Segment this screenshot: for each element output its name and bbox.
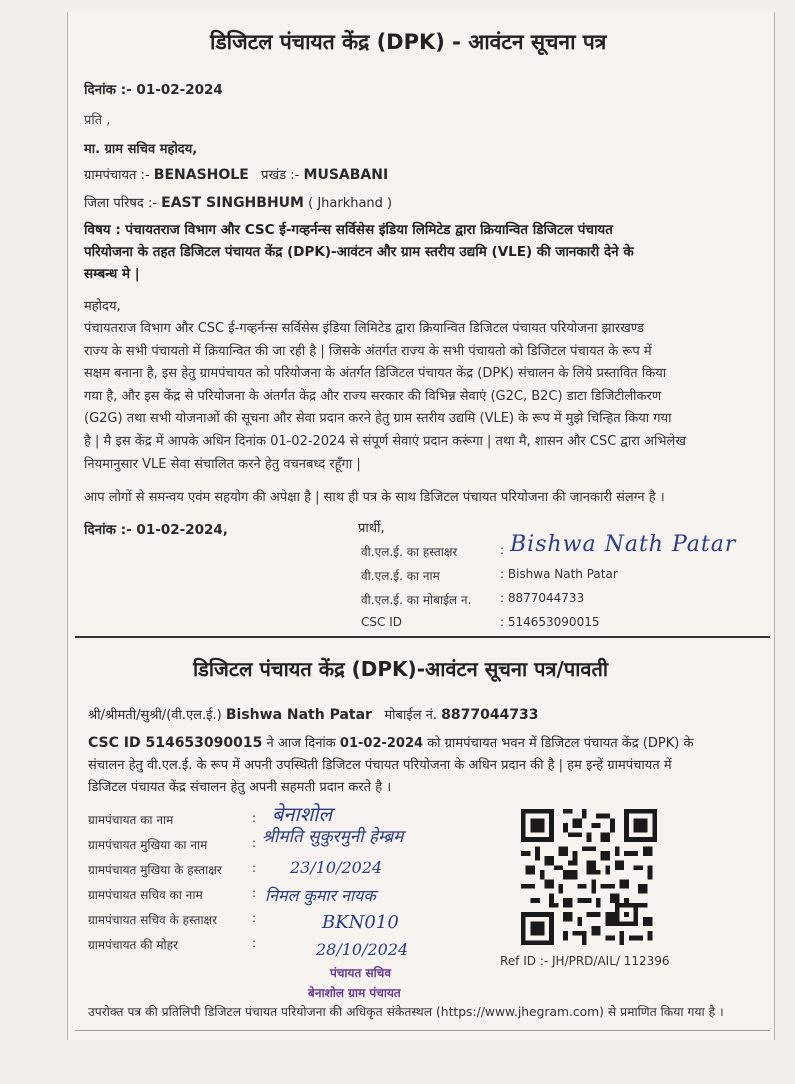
handwritten-mukhiya-name: श्रीमति सुकुरमुनी हेम्ब्रम <box>262 827 404 847</box>
date-line-2: दिनांक :- 01-02-2024, <box>84 522 228 538</box>
section-divider <box>75 636 770 638</box>
district-value: EAST SINGHBHUM <box>161 195 304 211</box>
field-mukhiya-name: ग्रामपंचायत मुखिया का नाम <box>88 838 208 852</box>
mobile-value: 8877044733 <box>441 707 539 723</box>
support-line: आप लोगों से समन्वय एवंम सहयोग की अपेक्षा है | साथ ही पत्र के साथ डिजिटल पंचायत परियोजना की जानकारी संलग्न है । <box>84 490 665 505</box>
body-line: (G2G) तथा सभी योजनाओं की सूचना और सेवा प्रदान करने हेतु ग्राम स्तरीय उद्यमि (VLE) के रूप में मुझे चिन्हित किया गया <box>84 411 672 427</box>
block-label: प्रखंड :- <box>261 168 300 183</box>
vle-sign-label: वी.एल.ई. का हस्ताक्षर <box>361 545 458 559</box>
csc-id-label: CSC ID <box>361 615 402 629</box>
body-line: नियमानुसार VLE सेवा संचालित करने हेतु वचनबध्द रहूँगा | <box>84 456 361 472</box>
receipt-line-2: संचालन हेतु वी.एल.ई. के रूप में अपनी उपस्थिती डिजिटल पंचायत परियोजना के अधिन प्रदान की है | हम इन्हें ग्रामपंचायत में <box>88 758 672 773</box>
district-label: जिला परिषद :- <box>84 196 158 211</box>
colon: : <box>252 911 257 925</box>
colon: : <box>252 861 257 875</box>
csc-line-date: 01-02-2024 <box>339 736 424 751</box>
body-line: है | मै इस केंद्र में आपके अधिन दिनांक 01-02-2024 से संपूर्ण सेवाएं प्रदान करूंगा | तथा मै, शासन और CSC द्वारा अभिलेख <box>84 433 686 449</box>
field-panchayat-name: ग्रामपंचायत का नाम <box>88 813 174 827</box>
field-secretary-name: ग्रामपंचायत सचिव का नाम <box>88 888 203 902</box>
field-mukhiya-sign: ग्रामपंचायत मुखिया के हस्ताक्षर <box>88 863 222 877</box>
stamp-line-2: बेनाशोल ग्राम पंचायत <box>308 986 401 1000</box>
vle-name-label: वी.एल.ई. का नाम <box>361 569 440 583</box>
bottom-rule <box>75 1030 770 1031</box>
receipt-line-1 <box>88 733 693 751</box>
block-value: MUSABANI <box>303 167 389 183</box>
colon: : <box>252 886 257 900</box>
receipt-line-3: डिजिटल पंचायत केंद्र संचालन हेतु अपनी सहमती प्रदान करते है । <box>88 780 392 795</box>
colon: : <box>252 811 257 825</box>
vle-signature: Bishwa Nath Patar <box>510 532 737 557</box>
receipt-person-line <box>88 705 539 723</box>
colon: : <box>252 836 257 850</box>
subject <box>84 219 760 285</box>
handwritten-secretary-date: 28/10/2024 <box>316 940 409 959</box>
person-prefix: श्री/श्रीमती/सुश्री/(वी.एल.ई.) <box>88 708 222 723</box>
csc-id-bold: CSC ID 514653090015 <box>88 735 263 751</box>
csc-line-rest: ने आज दिनांक <box>266 736 336 751</box>
vle-sign-colon: : <box>500 543 505 557</box>
applicant-label: प्रार्थी, <box>358 521 385 536</box>
salutation: महोदय, <box>84 299 121 314</box>
panchayat-label: ग्रामपंचायत :- <box>84 168 150 183</box>
state-value: ( Jharkhand ) <box>308 196 393 211</box>
to-line: प्रति , <box>84 113 111 128</box>
vle-name-value: : Bishwa Nath Patar <box>500 567 618 581</box>
district-line <box>84 193 392 211</box>
person-name: Bishwa Nath Patar <box>225 707 372 723</box>
handwritten-mukhiya-date: 23/10/2024 <box>290 858 383 877</box>
subject-line: परियोजना के तहत डिजिटल पंचायत केंद्र (DPK)-आवंटन और ग्राम स्तरीय उद्यमि (VLE) की जानकारी देने के <box>84 244 634 260</box>
body-line: पंचायतराज विभाग और CSC ई-गव्हर्नन्स सर्विसेस इंडिया लिमिटेड द्वारा क्रियान्वित डिजिटल पंचायत परियोजना झारखण्ड <box>84 321 644 336</box>
subject-line: विषय : पंचायतराज विभाग और CSC ई-गव्हर्नन्स सर्विसेस इंडिया लिमिटेड द्वारा क्रियान्वित डिजिटल पंचायत <box>84 222 613 238</box>
body-line: सक्षम बनाना है, इस हेतु ग्रामपंचायत को परियोजना के अंतर्गत डिजिटल पंचायत केंद्र (DPK) संचालन के लिये प्रस्तावित किया <box>84 366 667 382</box>
body-paragraph <box>84 318 760 476</box>
mobile-label: मोबाईल नं. <box>384 708 437 723</box>
body-line: गया है, और इस केंद्र से परियोजना के अंतर्गत केंद्र और राज्य सरकार की विभिन्न सेवाएं (G2C, B2C) डाटा डिजिटीलीकरण <box>84 388 662 404</box>
notice-title: डिजिटल पंचायत केंद्र (DPK) - आवंटन सूचना पत्र <box>210 30 607 54</box>
csc-id-value: : 514653090015 <box>500 615 600 629</box>
vle-mobile-label: वी.एल.ई. का मोबाईल न. <box>361 593 472 607</box>
vle-mobile-value: : 8877044733 <box>500 591 585 605</box>
footer-note: उपरोक्त पत्र की प्रतिलिपी डिजिटल पंचायत परियोजना की अधिकृत संकेतस्थल (https://www.jhegram.com) से प्रमाणित किया गया है । <box>88 1005 724 1019</box>
panchayat-line <box>84 165 388 183</box>
handwritten-secretary-sign: BKN010 <box>322 912 399 933</box>
field-secretary-sign: ग्रामपंचायत सचिव के हस्ताक्षर <box>88 913 218 927</box>
ref-id: Ref ID :- JH/PRD/AIL/ 112396 <box>500 954 670 968</box>
stamp-line-1: पंचायत सचिव <box>330 966 392 980</box>
panchayat-value: BENASHOLE <box>153 167 249 183</box>
colon: : <box>252 936 257 950</box>
qr-code <box>521 808 657 946</box>
field-seal: ग्रामपंचायत की मोहर <box>88 938 178 952</box>
subject-line: सम्बन्ध मे | <box>84 266 140 282</box>
handwritten-secretary-name: निमल कुमार नायक <box>265 886 376 905</box>
notice-date: दिनांक :- 01-02-2024 <box>84 82 223 98</box>
csc-line-end: को ग्रामपंचायत भवन में डिजिटल पंचायत केंद्र (DPK) के <box>427 736 694 751</box>
handwritten-panchayat-name: बेनाशोल <box>272 802 333 826</box>
addressee: मा. ग्राम सचिव महोदय, <box>84 142 198 157</box>
body-line: राज्य के सभी पंचायतो में क्रियान्वित की जा रही है | जिसके अंतर्गत राज्य के सभी पंचायतो को डिजिटल पंचायत के रूप में <box>84 343 652 359</box>
receipt-title: डिजिटल पंचायत केंद्र (DPK)-आवंटन सूचना पत्र/पावती <box>193 657 609 681</box>
